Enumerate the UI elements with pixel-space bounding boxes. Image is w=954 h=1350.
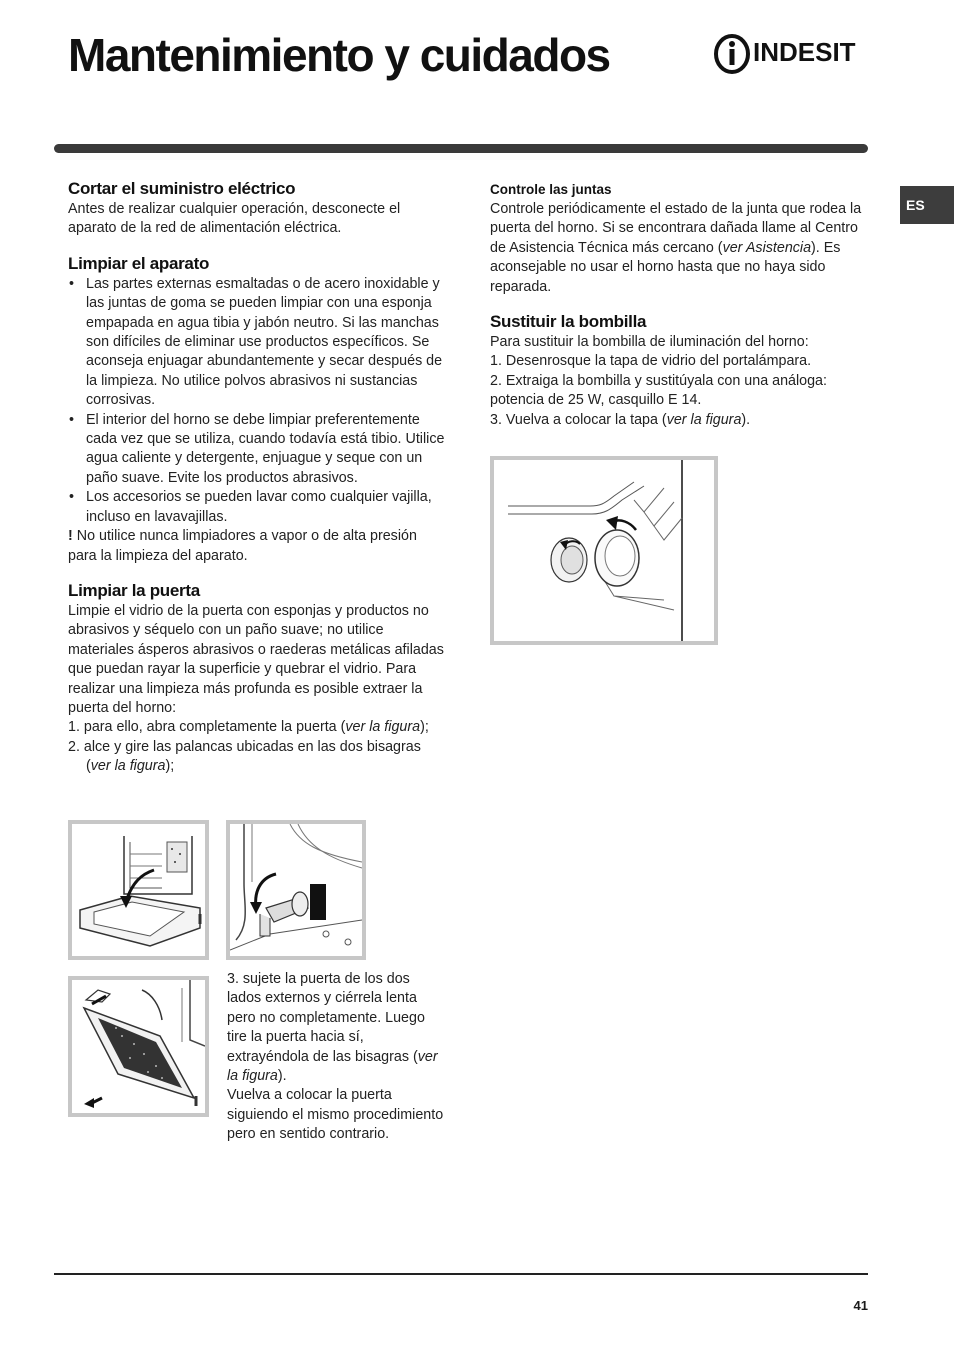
warning-icon: ! xyxy=(68,528,73,545)
page-title: Mantenimiento y cuidados xyxy=(68,29,610,81)
hinge-lever-illustration xyxy=(230,824,362,956)
oven-open-door-illustration xyxy=(72,824,205,956)
door-reinstall-text: Vuelva a colocar la puerta siguiendo el mismo procedimiento pero en sentido contrario. xyxy=(227,1087,444,1143)
bulb-step-1: 1. Desenrosque la tapa de vidrio del portalámpara. xyxy=(490,353,812,370)
page-number: 41 xyxy=(853,1298,868,1313)
figure-hinge-lever xyxy=(226,820,366,960)
figure-reference: ver la figura xyxy=(345,719,421,736)
indesit-logo-mark-icon xyxy=(713,32,753,76)
indesit-logo xyxy=(713,32,871,76)
figure-reference: ver la figura xyxy=(227,1048,438,1085)
figure-lamp-cover xyxy=(490,456,718,645)
remove-door-illustration xyxy=(72,980,205,1113)
bulb-step-3: 3. Vuelva a colocar la tapa (ver la figura). xyxy=(490,411,751,428)
warning-text: No utilice nunca limpiadores a vapor o de alta presión para la limpieza del aparato. xyxy=(68,528,417,564)
door-step-1: 1. para ello, abra completamente la puerta (ver la figura); xyxy=(68,719,429,736)
list-item: • Las partes externas esmaltadas o de acero inoxidable y las juntas de goma se pueden limpiar con una esponja empapada en agua tibia y jabón neutro. Si las manchas son difíciles de eliminar use productos específicos. Se aconseja enjuagar abundantemente y secar después de la limpieza. No utilice polvos abrasivos ni sustancias corrosivas. xyxy=(68,275,448,411)
left-column xyxy=(68,178,448,777)
section-title-clean-door: Limpiar la puerta xyxy=(68,580,200,600)
section-text-power: Antes de realizar cualquier operación, desconecte el aparato de la red de alimentación eléctrica. xyxy=(68,201,401,237)
section-text-seals: Controle periódicamente el estado de la junta que rodea la puerta del horno. Si se encontrara dañada llame al Centro de Asistencia Técnica más cercano (ver Asistencia). Es aconsejable no usar el horno hasta que no haya sido reparada. xyxy=(490,201,862,295)
bulb-intro: Para sustituir la bombilla de iluminación del horno: xyxy=(490,334,809,351)
lamp-cover-illustration xyxy=(494,460,714,641)
list-item: • El interior del horno se debe limpiar preferentemente cada vez que se utiliza, cuando todavía está tibio. Utilice agua caliente y detergente, enjuague y seque con un paño suave. Evite los productos abrasivos. xyxy=(68,411,448,489)
section-title-seals: Controle las juntas xyxy=(490,182,612,197)
section-title-bulb: Sustituir la bombilla xyxy=(490,312,647,332)
figure-reference: ver la figura xyxy=(90,758,166,775)
bulb-step-2: 2. Extraiga la bombilla y sustitúyala con una análoga: potencia de 25 W, casquillo E 14. xyxy=(490,372,827,409)
clean-appliance-list xyxy=(68,275,448,527)
footer-rule xyxy=(54,1273,868,1275)
assistance-reference: ver Asistencia xyxy=(722,239,812,256)
list-item: • Los accesorios se pueden lavar como cualquier vajilla, incluso en lavavajillas. xyxy=(68,488,448,527)
brand-name: INDESIT xyxy=(753,37,856,67)
section-title-power: Cortar el suministro eléctrico xyxy=(68,179,296,198)
figure-remove-door xyxy=(68,976,209,1117)
warning-note xyxy=(68,527,448,566)
right-column xyxy=(490,180,870,430)
section-text-clean-door: Limpie el vidrio de la puerta con esponjas y productos no abrasivos y séquelo con un paño suave; no utilice materiales ásperos abrasivos o raederas metálicas afiladas que puedan rayar la superficie y quebrar el vidrio. Para realizar una limpieza más profunda es posible extraer la puerta del horno: xyxy=(68,602,444,716)
section-title-clean-appliance: Limpiar el aparato xyxy=(68,253,210,273)
figure-reference: ver la figura xyxy=(666,411,742,428)
language-tab: ES xyxy=(900,186,954,224)
figure-open-door xyxy=(68,820,209,960)
header-rule xyxy=(54,144,868,153)
door-step-2: 2. alce y gire las palancas ubicadas en las dos bisagras (ver la figura); xyxy=(68,738,421,775)
door-step-3: 3. sujete la puerta de los dos lados externos y ciérrela lenta pero no completamente. Luego tire la puerta hacia sí, extrayéndola de las bisagras (ver la figura). Vuelva a colocar la puerta siguiendo el mismo procedimiento pero en sentido contrario. xyxy=(227,970,447,1145)
